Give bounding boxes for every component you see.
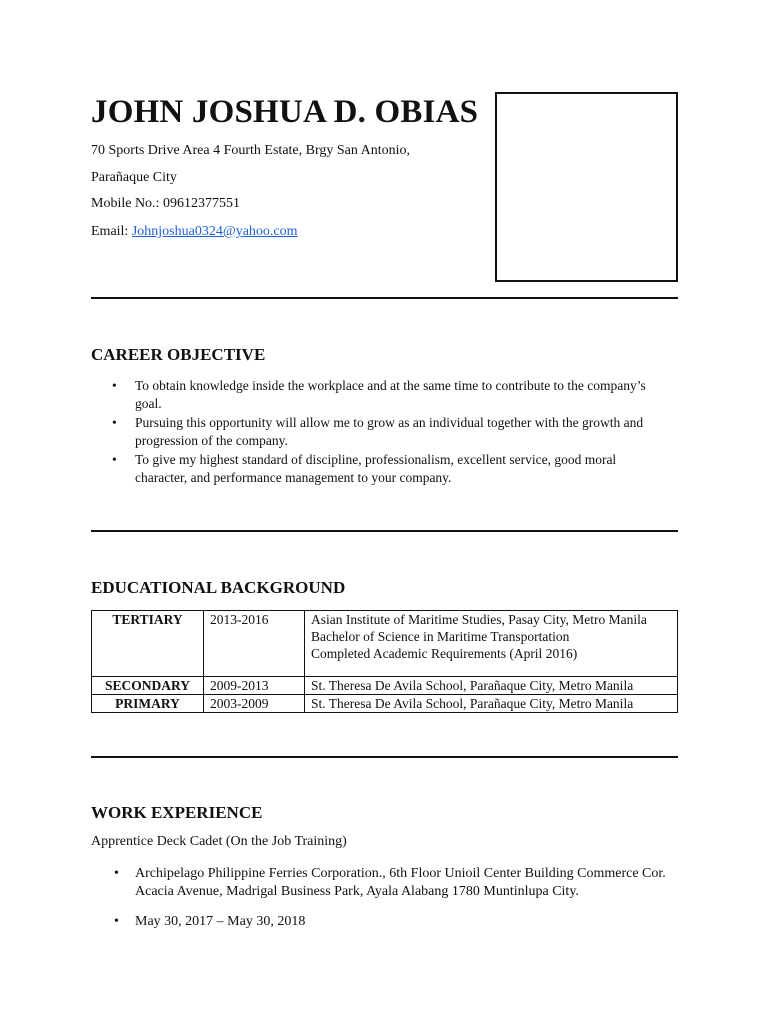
email-link[interactable]: Johnjoshua0324@yahoo.com [131, 224, 298, 239]
list-item [91, 377, 671, 413]
address-line-1: 70 Sports Drive Area 4 Fourth Estate, Brgy San Antonio, [91, 143, 410, 158]
table-row [92, 611, 678, 677]
photo-placeholder [495, 92, 678, 282]
table-row [92, 677, 678, 695]
objective-text: Pursuing this opportunity will allow me to grow as an individual together with the growth and progression of the company. [135, 415, 644, 448]
school-name: St. Theresa De Avila School, Parañaque City, Metro Manila [311, 678, 634, 693]
career-objective-list [91, 377, 671, 488]
school-name: St. Theresa De Avila School, Parañaque City, Metro Manila [311, 696, 634, 711]
list-item [91, 414, 671, 450]
table-row [92, 695, 678, 713]
work-experience-list [91, 865, 671, 943]
degree: Bachelor of Science in Maritime Transportation [311, 629, 570, 644]
address-line-2: Parañaque City [91, 170, 177, 185]
list-item [91, 865, 671, 901]
applicant-name: JOHN JOSHUA D. OBIAS [91, 94, 479, 130]
section-divider [91, 756, 678, 758]
education-level: PRIMARY [92, 695, 204, 713]
education-years: 2003-2009 [204, 695, 305, 713]
bullet-icon: • [112, 378, 117, 393]
email-label: Email: [91, 224, 132, 239]
bullet-icon: • [112, 415, 117, 430]
objective-text: To give my highest standard of discipline, professionalism, excellent service, good moral character, and performance management to your company. [135, 452, 617, 485]
education-table [91, 610, 678, 713]
education-years: 2013-2016 [204, 611, 305, 677]
bullet-icon: • [114, 914, 119, 929]
completion-note: Completed Academic Requirements (April 2016) [311, 646, 578, 661]
work-role: Apprentice Deck Cadet (On the Job Training) [91, 834, 347, 849]
education-details [305, 677, 678, 695]
education-details [305, 611, 678, 677]
work-experience-heading: WORK EXPERIENCE [91, 803, 263, 822]
education-level: TERTIARY [92, 611, 204, 677]
employer-text: Archipelago Philippine Ferries Corporation., 6th Floor Unioil Center Building Commerce Cor. Acacia Avenue, Madrigal Business Park, Ayala Alabang 1780 Muntinlupa City. [135, 866, 666, 899]
list-item [91, 451, 671, 487]
school-name: Asian Institute of Maritime Studies, Pasay City, Metro Manila [311, 612, 647, 627]
section-divider [91, 297, 678, 299]
educational-background-heading: EDUCATIONAL BACKGROUND [91, 578, 346, 597]
employment-dates: May 30, 2017 – May 30, 2018 [135, 914, 306, 929]
education-details [305, 695, 678, 713]
career-objective-heading: CAREER OBJECTIVE [91, 345, 266, 364]
objective-text: To obtain knowledge inside the workplace and at the same time to contribute to the company’s goal. [135, 378, 646, 411]
mobile-number: Mobile No.: 09612377551 [91, 196, 240, 211]
bullet-icon: • [112, 452, 117, 467]
education-level: SECONDARY [92, 677, 204, 695]
list-item [91, 913, 671, 931]
email-line [91, 224, 298, 240]
section-divider [91, 530, 678, 532]
bullet-icon: • [114, 866, 119, 881]
education-years: 2009-2013 [204, 677, 305, 695]
